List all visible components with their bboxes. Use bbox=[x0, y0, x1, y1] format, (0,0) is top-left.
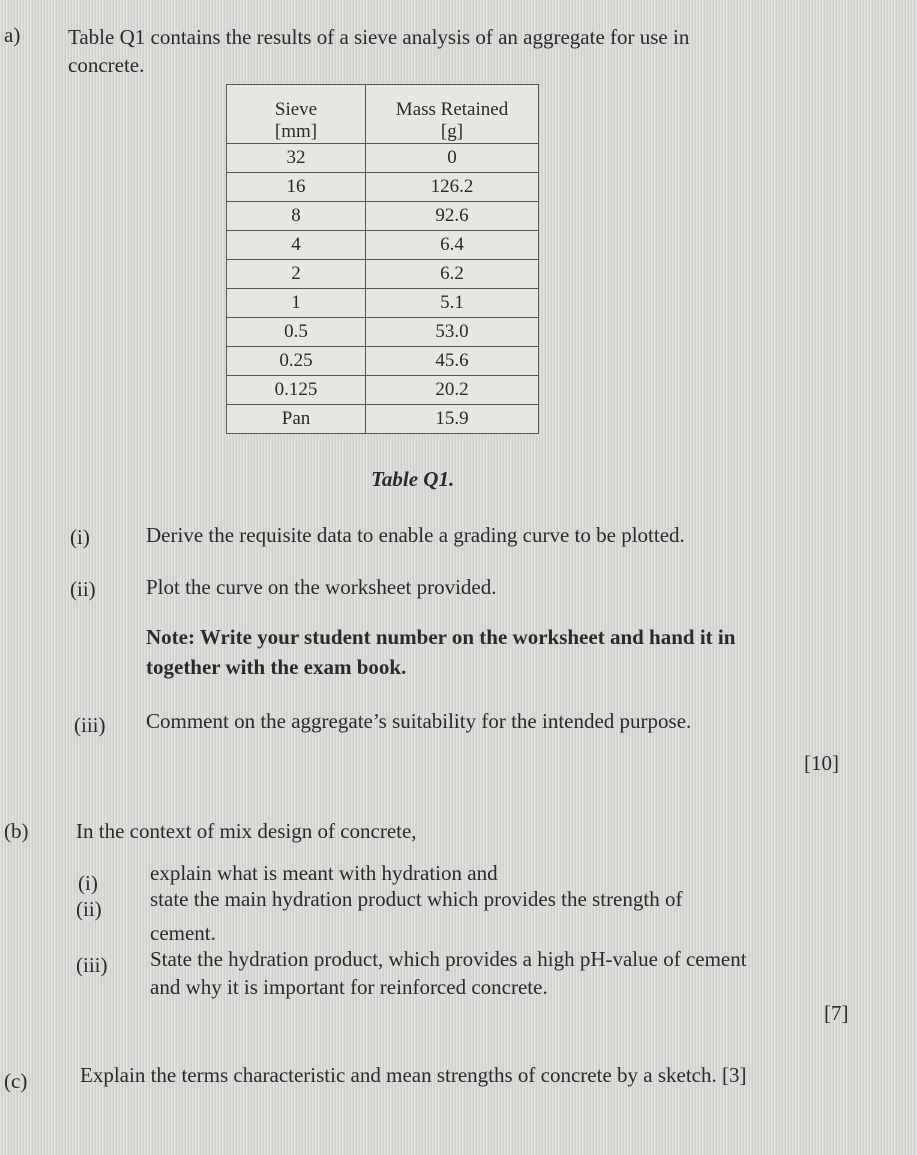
sieve-size: 32 bbox=[227, 144, 366, 173]
table-row bbox=[227, 376, 539, 405]
table-caption: Table Q1. bbox=[371, 467, 455, 491]
note-line1: Note: Write your student number on the worksheet and hand it in bbox=[146, 625, 736, 649]
table-row bbox=[227, 144, 539, 173]
sieve-size: 16 bbox=[227, 173, 366, 202]
mass-retained: 20.2 bbox=[366, 376, 539, 405]
sieve-size: 0.125 bbox=[227, 376, 366, 405]
mass-retained: 15.9 bbox=[366, 405, 539, 434]
item-text-b-i: explain what is meant with hydration and bbox=[150, 861, 498, 885]
header-mass-line2: [g] bbox=[440, 121, 464, 142]
header-sieve bbox=[227, 85, 366, 144]
part-b-marks: [7] bbox=[824, 1001, 849, 1025]
part-a-marks: [10] bbox=[804, 751, 839, 775]
mass-retained: 45.6 bbox=[366, 347, 539, 376]
part-a-intro-line2: concrete. bbox=[68, 53, 145, 77]
table-row bbox=[227, 405, 539, 434]
item-number-b-ii: (ii) bbox=[76, 897, 102, 921]
item-number-a-iii: (iii) bbox=[74, 713, 106, 737]
item-text-b-ii-line2: cement. bbox=[150, 921, 216, 945]
mass-retained: 5.1 bbox=[366, 289, 539, 318]
part-a-label: a) bbox=[4, 23, 21, 47]
mass-retained: 92.6 bbox=[366, 202, 539, 231]
table-row bbox=[227, 289, 539, 318]
item-number-b-iii: (iii) bbox=[76, 953, 108, 977]
part-c-label: (c) bbox=[4, 1069, 28, 1093]
table-row bbox=[227, 347, 539, 376]
table-row bbox=[227, 202, 539, 231]
header-sieve-line1: Sieve bbox=[274, 99, 318, 120]
item-text-a-ii: Plot the curve on the worksheet provided. bbox=[146, 575, 497, 599]
sieve-size: 4 bbox=[227, 231, 366, 260]
table-row bbox=[227, 173, 539, 202]
table-row bbox=[227, 231, 539, 260]
item-text-b-iii-line1: State the hydration product, which provides a high pH-value of cement bbox=[150, 947, 747, 971]
sieve-size: 0.25 bbox=[227, 347, 366, 376]
mass-retained: 126.2 bbox=[366, 173, 539, 202]
item-number-a-i: (i) bbox=[70, 525, 90, 549]
item-number-a-ii: (ii) bbox=[70, 577, 96, 601]
sieve-size: 8 bbox=[227, 202, 366, 231]
part-a-intro-line1: Table Q1 contains the results of a sieve analysis of an aggregate for use in bbox=[68, 25, 690, 49]
part-b-intro: In the context of mix design of concrete, bbox=[76, 819, 417, 843]
note-line2: together with the exam book. bbox=[146, 655, 407, 679]
item-number-b-i: (i) bbox=[78, 871, 98, 895]
mass-retained: 6.2 bbox=[366, 260, 539, 289]
sieve-size: 2 bbox=[227, 260, 366, 289]
sieve-analysis-table bbox=[226, 84, 539, 434]
mass-retained: 6.4 bbox=[366, 231, 539, 260]
header-sieve-line2: [mm] bbox=[274, 121, 318, 142]
header-mass-retained bbox=[366, 85, 539, 144]
sieve-size: 1 bbox=[227, 289, 366, 318]
mass-retained: 53.0 bbox=[366, 318, 539, 347]
table-row bbox=[227, 318, 539, 347]
sieve-size: 0.5 bbox=[227, 318, 366, 347]
item-text-b-iii-line2: and why it is important for reinforced concrete. bbox=[150, 975, 548, 999]
part-c-text: Explain the terms characteristic and mean strengths of concrete by a sketch. [3] bbox=[80, 1063, 747, 1087]
part-b-label: (b) bbox=[4, 819, 29, 843]
mass-retained: 0 bbox=[366, 144, 539, 173]
item-text-a-iii: Comment on the aggregate’s suitability for the intended purpose. bbox=[146, 709, 692, 733]
header-mass-line1: Mass Retained bbox=[395, 99, 509, 120]
table-row bbox=[227, 260, 539, 289]
item-text-b-ii-line1: state the main hydration product which provides the strength of bbox=[150, 887, 683, 911]
sieve-size: Pan bbox=[227, 405, 366, 434]
table-header-row bbox=[227, 85, 539, 144]
item-text-a-i: Derive the requisite data to enable a grading curve to be plotted. bbox=[146, 523, 685, 547]
